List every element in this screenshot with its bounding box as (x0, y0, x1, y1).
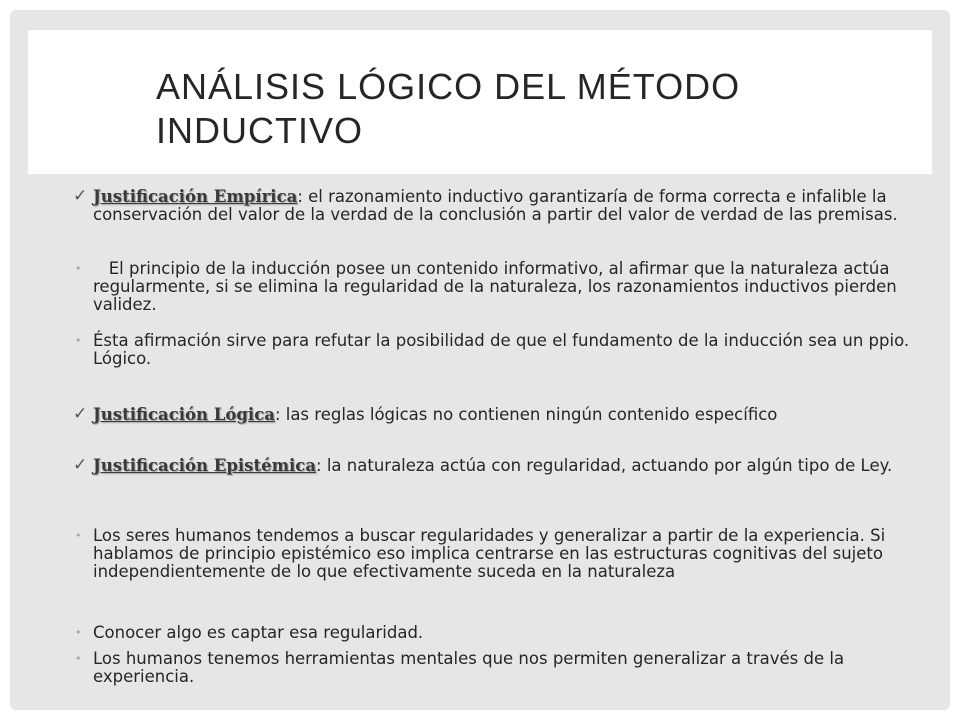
bullet-icon: • (75, 262, 82, 275)
checkmark-icon: ✓ (73, 404, 88, 424)
item-justificacion-logica (73, 404, 929, 424)
bullet-item-herramientas (75, 649, 929, 686)
bullet-icon: • (75, 529, 82, 542)
checkmark-icon: ✓ (73, 455, 88, 475)
item-text: Ésta afirmación sirve para refutar la posibilidad de que el fundamento de la inducción sea un ppio. Lógico. (93, 331, 910, 368)
bullet-item-conocer (75, 623, 929, 642)
checkmark-icon: ✓ (73, 186, 88, 206)
item-text: Los seres humanos tendemos a buscar regularidades y generalizar a partir de la experiencia. Si hablamos de principio epistémico eso implica centrarse en las estructuras cognitivas del sujeto independientemente de lo que efectivamente suceda en la naturaleza (93, 526, 886, 581)
term-empirica: Justificación Empírica (93, 187, 298, 206)
bullet-icon: • (75, 652, 82, 665)
term-epistemica: Justificación Epistémica (93, 456, 317, 475)
bullet-item-afirmacion (75, 331, 929, 368)
bullet-icon: • (75, 334, 82, 347)
item-justificacion-empirica (73, 186, 929, 224)
item-text: : el razonamiento inductivo garantizaría de forma correcta e infalible la conservación del valor de la verdad de la conclusión a partir del valor de verdad de las premisas. (93, 187, 898, 224)
item-text: : las reglas lógicas no contienen ningún contenido específico (274, 405, 778, 424)
item-justificacion-epistemica (73, 455, 929, 475)
bullet-icon: • (75, 626, 82, 639)
item-text: El principio de la inducción posee un contenido informativo, al afirmar que la naturaleza actúa regularmente, si se elimina la regularidad de la naturaleza, los razonamientos inductivos pierden validez. (93, 259, 897, 314)
term-logica: Justificación Lógica (93, 405, 275, 424)
bullet-item-seres-humanos (75, 526, 929, 581)
bullet-item-principio (75, 259, 929, 314)
slide-title: ANÁLISIS LÓGICO DEL MÉTODO INDUCTIVO (156, 66, 741, 151)
item-text: : la naturaleza actúa con regularidad, actuando por algún tipo de Ley. (316, 456, 893, 475)
item-text: Conocer algo es captar esa regularidad. (93, 623, 424, 642)
item-text: Los humanos tenemos herramientas mentales que nos permiten generalizar a través de la experiencia. (93, 649, 845, 686)
